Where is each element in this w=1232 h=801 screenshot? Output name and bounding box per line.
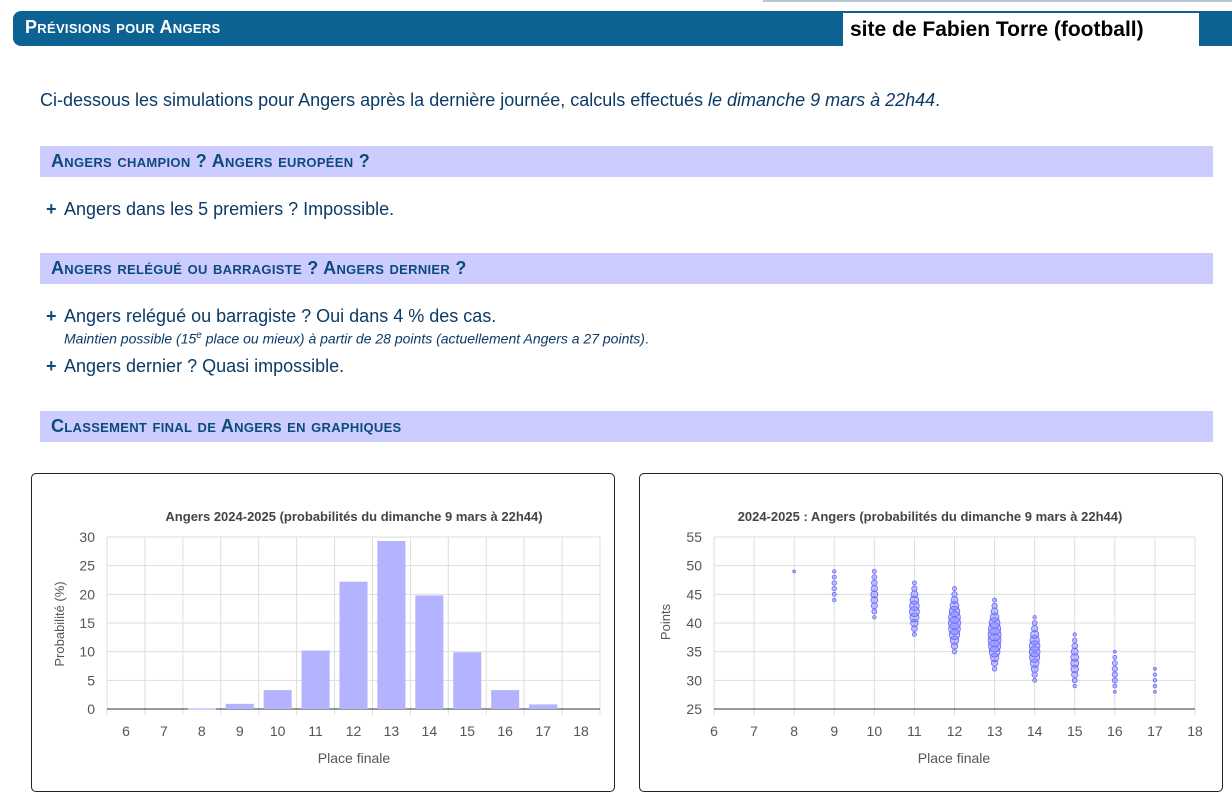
points-bubble-chart bbox=[640, 474, 1222, 791]
site-badge[interactable]: site de Fabien Torre (football) bbox=[843, 13, 1199, 47]
point-bubble bbox=[952, 587, 956, 591]
top-divider-line bbox=[763, 0, 1232, 2]
x-tick-label: 13 bbox=[383, 723, 400, 739]
point-bubble bbox=[912, 586, 917, 591]
x-tick-label: 8 bbox=[790, 723, 799, 739]
probability-chart-panel bbox=[31, 473, 615, 792]
point-bubble bbox=[1113, 690, 1116, 693]
point-bubble bbox=[993, 598, 997, 602]
intro-date: le dimanche 9 mars à 22h44 bbox=[708, 90, 936, 110]
bar-place-15 bbox=[453, 652, 481, 709]
point-bubble bbox=[911, 591, 918, 598]
point-bubble bbox=[1032, 621, 1037, 626]
x-axis-label: Place finale bbox=[317, 750, 391, 766]
point-bubble bbox=[1033, 678, 1037, 682]
point-bubble bbox=[872, 609, 877, 614]
point-bubble bbox=[1071, 648, 1078, 655]
point-bubble bbox=[912, 632, 916, 636]
point-bubble bbox=[992, 667, 997, 672]
point-bubble bbox=[832, 592, 836, 596]
point-bubble bbox=[871, 580, 877, 586]
x-tick-label: 12 bbox=[345, 723, 362, 739]
x-tick-label: 18 bbox=[1187, 723, 1203, 739]
point-bubble bbox=[832, 586, 837, 591]
expand-plus-icon[interactable]: + bbox=[46, 306, 57, 326]
intro-text: Ci-dessous les simulations pour Angers après la dernière journée, calculs effectués bbox=[40, 90, 709, 110]
point-bubble bbox=[1112, 672, 1117, 677]
bar-place-9 bbox=[226, 704, 254, 709]
point-bubble bbox=[1112, 661, 1117, 666]
point-bubble bbox=[832, 581, 837, 586]
point-bubble bbox=[1073, 684, 1077, 688]
bar-place-14 bbox=[415, 595, 443, 709]
x-tick-label: 10 bbox=[269, 723, 286, 739]
note-text-after: place ou mieux) à partir de 28 points (actuellement Angers a 27 points) bbox=[201, 330, 645, 347]
point-bubble bbox=[991, 608, 998, 615]
y-tick-label: 5 bbox=[87, 672, 95, 689]
x-tick-label: 11 bbox=[308, 723, 323, 739]
chart-title: 2024-2025 : Angers (probabilités du dimanche 9 mars à 22h44) bbox=[737, 509, 1123, 524]
x-tick-label: 7 bbox=[750, 723, 758, 739]
y-tick-label: 50 bbox=[686, 557, 702, 574]
point-bubble bbox=[872, 569, 876, 573]
x-tick-label: 11 bbox=[907, 723, 922, 739]
point-bubble bbox=[1073, 633, 1077, 637]
survival-note bbox=[64, 330, 649, 347]
y-tick-label: 15 bbox=[79, 615, 95, 631]
point-bubble bbox=[1113, 655, 1117, 659]
point-bubble bbox=[1072, 643, 1078, 649]
x-tick-label: 8 bbox=[197, 723, 206, 739]
y-tick-label: 55 bbox=[686, 529, 702, 545]
x-tick-label: 6 bbox=[122, 723, 130, 739]
x-tick-label: 13 bbox=[986, 723, 1003, 739]
bar-place-10 bbox=[264, 690, 292, 709]
y-tick-label: 25 bbox=[686, 701, 702, 717]
x-tick-label: 7 bbox=[159, 723, 168, 739]
x-tick-label: 12 bbox=[946, 723, 963, 739]
point-bubble bbox=[952, 592, 957, 597]
point-bubble bbox=[1033, 616, 1037, 620]
point-bubble bbox=[1031, 626, 1037, 632]
point-bubble bbox=[872, 575, 877, 580]
page-title: Prévisions pour Angers bbox=[25, 17, 221, 37]
point-bubble bbox=[1072, 638, 1077, 643]
point-bubble bbox=[992, 603, 997, 608]
intro-end: . bbox=[935, 90, 941, 110]
x-axis-label: Place finale bbox=[917, 750, 991, 766]
expand-plus-icon[interactable]: + bbox=[46, 199, 57, 219]
chart-title: Angers 2024-2025 (probabilités du dimanche 9 mars à 22h44) bbox=[165, 509, 543, 524]
bar-place-11 bbox=[302, 651, 330, 709]
points-chart-panel bbox=[639, 473, 1223, 792]
x-tick-label: 17 bbox=[1147, 723, 1163, 739]
x-tick-label: 9 bbox=[830, 723, 839, 739]
x-tick-label: 6 bbox=[710, 723, 718, 739]
y-tick-label: 0 bbox=[87, 701, 95, 717]
expand-plus-icon[interactable]: + bbox=[46, 356, 57, 376]
note-text-before: Maintien possible (15 bbox=[64, 330, 197, 347]
note-superscript: e bbox=[196, 330, 202, 341]
y-tick-label: 40 bbox=[686, 615, 702, 631]
list-item-top5[interactable] bbox=[46, 199, 394, 220]
note-end: . bbox=[644, 330, 649, 347]
x-tick-label: 14 bbox=[421, 723, 438, 739]
point-bubble bbox=[912, 581, 916, 585]
y-axis-label: Probabilité (%) bbox=[52, 581, 67, 667]
y-tick-label: 25 bbox=[79, 557, 95, 574]
bar-place-16 bbox=[491, 690, 519, 709]
point-bubble bbox=[832, 570, 836, 574]
x-tick-label: 15 bbox=[459, 723, 476, 739]
x-tick-label: 15 bbox=[1066, 723, 1083, 739]
x-tick-label: 14 bbox=[1026, 723, 1043, 739]
point-bubble bbox=[793, 570, 796, 573]
point-bubble bbox=[832, 575, 836, 579]
x-tick-label: 10 bbox=[866, 723, 883, 739]
bar-place-12 bbox=[339, 582, 367, 709]
point-bubble bbox=[1153, 679, 1157, 683]
x-tick-label: 18 bbox=[573, 723, 589, 739]
bar-place-17 bbox=[529, 704, 557, 709]
list-item-text: Angers dans les 5 premiers ? Impossible. bbox=[64, 199, 395, 219]
list-item-text: Angers relégué ou barragiste ? Oui dans 4 % des cas. bbox=[64, 306, 497, 326]
y-axis-label: Points bbox=[658, 603, 673, 641]
point-bubble bbox=[1072, 678, 1077, 683]
point-bubble bbox=[1113, 684, 1117, 688]
y-tick-label: 45 bbox=[686, 586, 702, 603]
point-bubble bbox=[1113, 650, 1116, 653]
point-bubble bbox=[1153, 673, 1157, 677]
point-bubble bbox=[951, 597, 958, 604]
point-bubble bbox=[1153, 667, 1156, 670]
section-heading-champion: Angers champion ? Angers européen ? bbox=[40, 146, 1213, 177]
point-bubble bbox=[1112, 678, 1117, 683]
point-bubble bbox=[1112, 666, 1117, 671]
list-item-last[interactable] bbox=[46, 356, 344, 377]
point-bubble bbox=[871, 585, 877, 591]
y-tick-label: 20 bbox=[79, 586, 95, 603]
section-heading-relegation: Angers relégué ou barragiste ? Angers dernier ? bbox=[40, 253, 1213, 284]
point-bubble bbox=[1153, 684, 1157, 688]
point-bubble bbox=[1153, 690, 1156, 693]
x-tick-label: 16 bbox=[497, 723, 513, 739]
section-heading-charts: Classement final de Angers en graphiques bbox=[40, 411, 1213, 442]
y-tick-label: 10 bbox=[79, 643, 95, 660]
list-item-relegation[interactable] bbox=[46, 306, 496, 327]
y-tick-label: 30 bbox=[79, 529, 95, 545]
intro-paragraph bbox=[40, 90, 940, 111]
list-item-text: Angers dernier ? Quasi impossible. bbox=[64, 356, 345, 376]
y-tick-label: 35 bbox=[686, 643, 702, 660]
point-bubble bbox=[952, 649, 957, 654]
bar-place-8 bbox=[188, 708, 216, 709]
x-tick-label: 9 bbox=[235, 723, 244, 739]
probability-bar-chart bbox=[32, 474, 614, 791]
y-tick-label: 30 bbox=[686, 672, 702, 689]
x-tick-label: 17 bbox=[535, 723, 551, 739]
bar-place-13 bbox=[377, 541, 405, 709]
x-tick-label: 16 bbox=[1107, 723, 1123, 739]
point-bubble bbox=[832, 598, 836, 602]
point-bubble bbox=[873, 616, 877, 620]
